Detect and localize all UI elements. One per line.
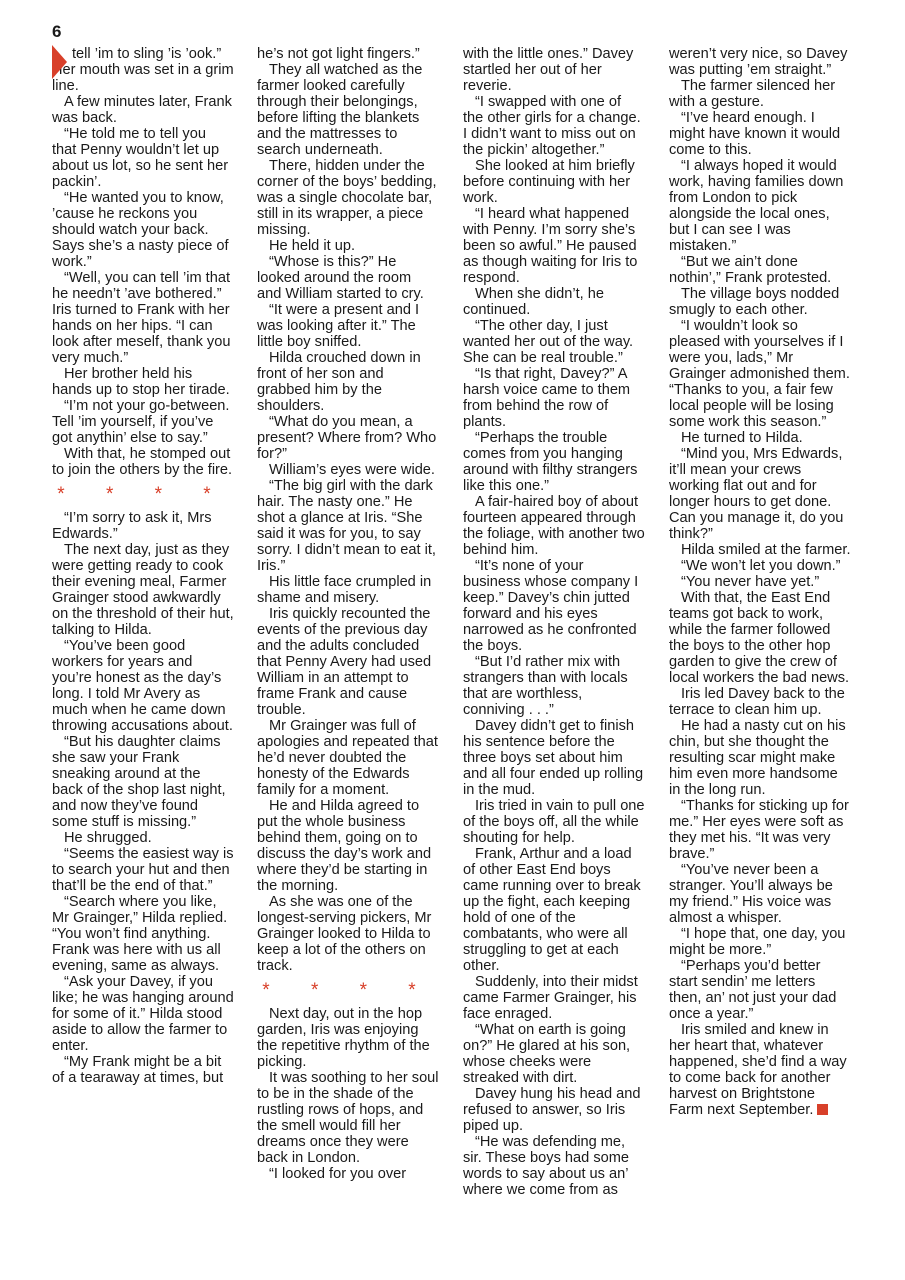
- paragraph: “I’m not your go-between. Tell ’im yourself, if you’ve got anythin’ else to say.”: [52, 398, 230, 446]
- paragraph: The village boys nodded smugly to each other.: [669, 286, 840, 318]
- paragraph: “You’ve been good workers for years and you’re honest as the day’s long. I told Mr Avery as much when he came down throwing accusations about.: [52, 638, 233, 734]
- paragraph: He and Hilda agreed to put the whole business behind them, going on to discuss the day’s work and where they’d be starting in the morning.: [257, 798, 432, 894]
- paragraph: Frank, Arthur and a load of other East End boys came running over to break up the fight, each keeping hold of one of the combatants, who were all struggling to get at each other.: [463, 846, 641, 974]
- paragraph: Her brother held his hands up to stop her tirade.: [52, 366, 230, 398]
- paragraph: Next day, out in the hop garden, Iris was enjoying the repetitive rhythm of the picking.: [257, 1006, 430, 1070]
- paragraph: When she didn’t, he continued.: [463, 286, 604, 318]
- paragraph: With that, he stomped out to join the others by the fire.: [52, 446, 233, 478]
- paragraph: “Seems the easiest way is to search your hut and then that’ll be the end of that.”: [52, 846, 234, 894]
- paragraph: “Perhaps you’d better start sendin’ me letters then, an’ not just your dad once a year.”: [669, 958, 837, 1022]
- paragraph: “Search where you like, Mr Grainger,” Hilda replied. “You won’t find anything. Frank was here with us all evening, same as always.: [52, 894, 228, 974]
- paragraph: He shrugged.: [64, 830, 152, 846]
- paragraph: “But his daughter claims she saw your Frank sneaking around at the back of the shop last night, and now they’ve found some stuff is missing.”: [52, 734, 226, 830]
- paragraph: “I wouldn’t look so pleased with yourselves if I were you, lads,” Mr Grainger admonished them. “Thanks to you, a fair few local people will be losing some work this season.”: [669, 318, 850, 430]
- page-number: 6: [52, 22, 62, 41]
- story-column-4: [669, 46, 851, 1118]
- paragraph: Hilda smiled at the farmer.: [681, 542, 851, 558]
- paragraph: “Well, you can tell ’im that he needn’t ’ave bothered.” Iris turned to Frank with her hands on her hips. “I can look after meself, thank you very much.”: [52, 270, 231, 366]
- final-paragraph-text: Iris smiled and knew in her heart that, whatever happened, she’d find a way to come back for another harvest on Brightstone Farm next September.: [669, 1022, 847, 1118]
- paragraph: “I’m sorry to ask it, Mrs Edwards.”: [52, 510, 212, 542]
- paragraph: Davey hung his head and refused to answer, so Iris piped up.: [463, 1086, 641, 1134]
- paragraph: “It’s none of your business whose company I keep.” Davey’s chin jutted forward and his eyes narrowed as he confronted the boys.: [463, 558, 639, 654]
- paragraph: “I hope that, one day, you might be more.”: [669, 926, 846, 958]
- paragraph: “What on earth is going on?” He glared at his son, whose cheeks were streaked with dirt.: [463, 1022, 631, 1086]
- paragraph: Iris led Davey back to the terrace to clean him up.: [669, 686, 845, 718]
- paragraph: “Whose is this?” He looked around the room and William started to cry.: [257, 254, 424, 302]
- paragraph: “I heard what happened with Penny. I’m sorry she’s been so awful.” He paused as though waiting for Iris to respond.: [463, 206, 638, 286]
- paragraph: “Thanks for sticking up for me.” Her eyes were soft as they met his. “It was very brave.”: [669, 798, 849, 862]
- paragraph: “Perhaps the trouble comes from you hanging around with filthy strangers like this one.”: [463, 430, 638, 494]
- paragraph: “He wanted you to know, ’cause he reckons you should watch your back. Says she’s a nasty piece of work.”: [52, 190, 229, 270]
- paragraph: Mr Grainger was full of apologies and repeated that he’d never doubted the honesty of the Edwards family for a moment.: [257, 718, 438, 798]
- paragraph: tell ’im to sling ’is ’ook.” Her mouth was set in a grim line.: [52, 46, 234, 94]
- paragraph: with the little ones.” Davey startled her out of her reverie.: [463, 46, 634, 94]
- paragraph: “You never have yet.”: [681, 574, 820, 590]
- paragraph: “The big girl with the dark hair. The nasty one.” He shot a glance at Iris. “She said it was for you, to say sorry. I didn’t mean to eat it, Iris.”: [257, 478, 436, 574]
- paragraph: “But I’d rather mix with strangers than with locals that are worthless, conniving . . .”: [463, 654, 628, 718]
- story-column-3: [463, 46, 645, 1198]
- section-break-stars: * * * *: [262, 980, 434, 1001]
- paragraph: weren’t very nice, so Davey was putting ’em straight.”: [669, 46, 848, 78]
- paragraph: “We won’t let you down.”: [681, 558, 841, 574]
- paragraph: “The other day, I just wanted her out of the way. She can be real trouble.”: [463, 318, 634, 366]
- paragraph: “It were a present and I was looking after it.” The little boy sniffed.: [257, 302, 420, 350]
- paragraph: The farmer silenced her with a gesture.: [669, 78, 836, 110]
- story-column-1: [52, 46, 234, 1086]
- paragraph: “I’ve heard enough. I might have known it would come to this.: [669, 110, 841, 158]
- story-end-square-icon: [817, 1104, 828, 1115]
- section-break-stars: * * * *: [57, 484, 229, 505]
- paragraph: “I always hoped it would work, having families down from London to pick alongside the local ones, but I can see I was mistaken.”: [669, 158, 844, 254]
- paragraph: They all watched as the farmer looked carefully through their belongings, before lifting the blankets and the mattresses to search underneath.: [257, 62, 423, 158]
- paragraph: “But we ain’t done nothin’,” Frank protested.: [669, 254, 832, 286]
- paragraph: The next day, just as they were getting ready to cook their evening meal, Farmer Grainger stood awkwardly on the threshold of their hut, talking to Hilda.: [52, 542, 234, 638]
- paragraph: He turned to Hilda.: [681, 430, 803, 446]
- paragraph: A fair-haired boy of about fourteen appeared through the foliage, with another two behind him.: [463, 494, 645, 558]
- paragraph: “You’ve never been a stranger. You’ll always be my friend.” His voice was almost a whisper.: [669, 862, 833, 926]
- story-continue-arrow-icon: [52, 45, 67, 79]
- paragraph: “He told me to tell you that Penny wouldn’t let up about us lot, so he sent her packin’.: [52, 126, 229, 190]
- paragraph: With that, the East End teams got back to work, while the farmer followed the boys to the other hop garden to give the crew of local workers the bad news.: [669, 590, 850, 686]
- story-column-2: [257, 46, 439, 1182]
- paragraph: Hilda crouched down in front of her son and grabbed him by the shoulders.: [257, 350, 421, 414]
- paragraph: he’s not got light fingers.”: [257, 46, 420, 62]
- paragraph: His little face crumpled in shame and misery.: [257, 574, 432, 606]
- paragraph: “Is that right, Davey?” A harsh voice came to them from behind the row of plants.: [463, 366, 631, 430]
- paragraph: Iris tried in vain to pull one of the boys off, all the while shouting for help.: [463, 798, 645, 846]
- paragraph: [669, 1022, 851, 1118]
- paragraph: Suddenly, into their midst came Farmer Grainger, his face enraged.: [463, 974, 638, 1022]
- paragraph: Davey didn’t get to finish his sentence before the three boys set about him and all four ended up rolling in the mud.: [463, 718, 644, 798]
- paragraph: He held it up.: [269, 238, 355, 254]
- paragraph: “Ask your Davey, if you like; he was hanging around for some of it.” Hilda stood aside to allow the farmer to enter.: [52, 974, 234, 1054]
- paragraph: Iris quickly recounted the events of the previous day and the adults concluded that Penny Avery had used William in an attempt to frame Frank and cause trouble.: [257, 606, 432, 718]
- paragraph: It was soothing to her soul to be in the shade of the rustling rows of hops, and the smell would fill her dreams once they were back in London.: [257, 1070, 439, 1166]
- paragraph: He had a nasty cut on his chin, but she thought the resulting scar might make him even more handsome in the long run.: [669, 718, 846, 798]
- paragraph: “I swapped with one of the other girls for a change. I didn’t want to miss out on the pickin’ altogether.”: [463, 94, 641, 158]
- paragraph: A few minutes later, Frank was back.: [52, 94, 232, 126]
- paragraph: There, hidden under the corner of the boys’ bedding, was a single chocolate bar, still in its wrapper, a piece missing.: [257, 158, 437, 238]
- paragraph: “What do you mean, a present? Where from? Who for?”: [257, 414, 437, 462]
- paragraph: “I looked for you over: [269, 1166, 407, 1182]
- paragraph: As she was one of the longest-serving pickers, Mr Grainger looked to Hilda to keep a lot of the others on track.: [257, 894, 432, 974]
- paragraph: She looked at him briefly before continuing with her work.: [463, 158, 635, 206]
- paragraph: “Mind you, Mrs Edwards, it’ll mean your crews working flat out and for longer hours to get done. Can you manage it, do you think?”: [669, 446, 844, 542]
- paragraph: “He was defending me, sir. These boys had some words to say about us an’ where we come from as: [463, 1134, 630, 1198]
- paragraph: “My Frank might be a bit of a tearaway at times, but: [52, 1054, 224, 1086]
- paragraph: William’s eyes were wide.: [269, 462, 435, 478]
